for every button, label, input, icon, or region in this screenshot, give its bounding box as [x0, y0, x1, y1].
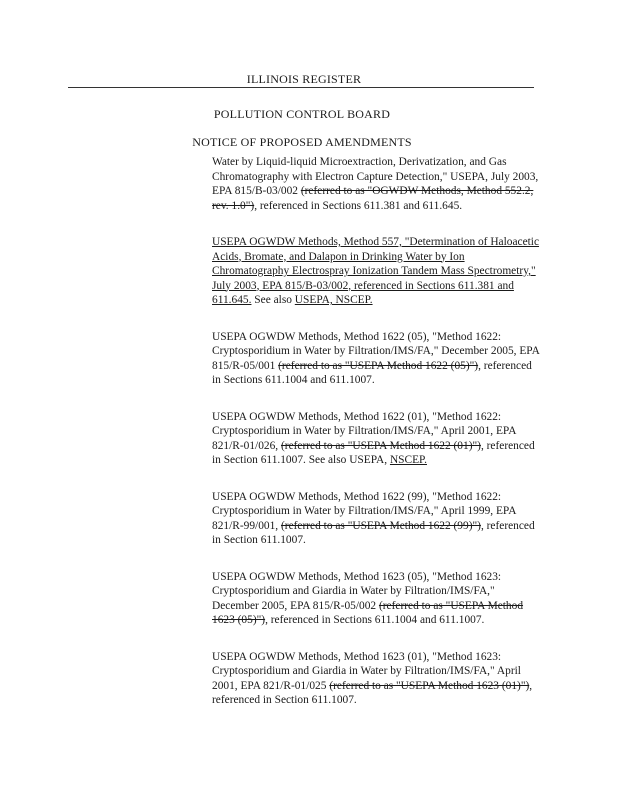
entry-text: USEPA OGWDW Methods, Method 1623 (05), "Method 1623: Cryptosporidium and Giardia in Water by Filtration/IMS/FA," December 2005, EPA 815/R-05/002: [212, 570, 502, 612]
entry-text: USEPA OGWDW Methods, Method 1622 (01), "Method 1622: Cryptosporidium in Water by Filtration/IMS/FA," April 2001, EPA 821/R-01/026,: [212, 410, 516, 452]
reference-entry: [212, 155, 542, 213]
notice-title: NOTICE OF PROPOSED AMENDMENTS: [192, 135, 412, 149]
struck-text: (referred to as "USEPA Method 1622 (01)"): [280, 439, 481, 452]
struck-text: (referred to as "USEPA Method 1623 (01)"): [329, 679, 530, 692]
struck-text: (referred to as "USEPA Method 1623 (05)"): [212, 599, 524, 626]
entry-text: , referenced in Section 611.1007. See also USEPA,: [212, 439, 535, 466]
board-title: POLLUTION CONTROL BOARD: [213, 107, 391, 121]
reference-entry: [212, 235, 542, 308]
header-rule: [68, 87, 534, 88]
entry-text: , referenced in Section 611.1007.: [212, 679, 533, 706]
entry-text: , referenced in Sections 611.1004 and 611.1007.: [212, 359, 532, 386]
reference-entry: [212, 410, 542, 468]
entry-text: See also: [251, 294, 295, 306]
inserted-text: USEPA, NSCEP.: [294, 294, 373, 306]
entry-text: USEPA OGWDW Methods, Method 1622 (99), "Method 1622: Cryptosporidium in Water by Filtration/IMS/FA," April 1999, EPA 821/R-99/001,: [212, 490, 516, 532]
entry-text: , referenced in Sections 611.1004 and 611.1007.: [265, 614, 485, 626]
entry-text: , referenced in Sections 611.381 and 611.645.: [254, 199, 463, 212]
struck-text: (referred to as "USEPA Method 1622 (99)"): [280, 519, 481, 532]
register-title: ILLINOIS REGISTER: [246, 72, 362, 86]
reference-entry: [212, 650, 542, 708]
entry-text: USEPA OGWDW Methods, Method 1622 (05), "Method 1622: Cryptosporidium in Water by Filtration/IMS/FA," December 2005, EPA 815/R-05/001: [212, 330, 540, 372]
struck-text: (referred to as "OGWDW Methods, Method 552.2, rev. 1.0"): [212, 185, 534, 212]
reference-entry: [212, 490, 542, 548]
inserted-text: USEPA OGWDW Methods, Method 557, "Determination of Haloacetic Acids, Bromate, and Dalapon in Drinking Water by Ion Chromatography Electrospray Ionization Tandem Mass Spectrometry," July 2003, EPA 815/B-03/002, referenced in Sections 611.381 and 611.645.: [212, 236, 540, 306]
reference-entry: [212, 570, 542, 628]
entry-text: Water by Liquid-liquid Microextraction, Derivatization, and Gas Chromatography with Electron Capture Detection," USEPA, July 2003, EPA 815/B-03/002: [212, 156, 539, 197]
reference-list: [212, 155, 542, 730]
reference-entry: [212, 330, 542, 388]
struck-text: (referred to as "USEPA Method 1622 (05)"): [278, 359, 479, 372]
entry-text: , referenced in Section 611.1007.: [212, 519, 535, 546]
inserted-text: NSCEP.: [389, 454, 427, 466]
entry-text: USEPA OGWDW Methods, Method 1623 (01), "Method 1623: Cryptosporidium and Giardia in Water by Filtration/IMS/FA," April 2001, EPA 821/R-01/025: [212, 650, 521, 692]
